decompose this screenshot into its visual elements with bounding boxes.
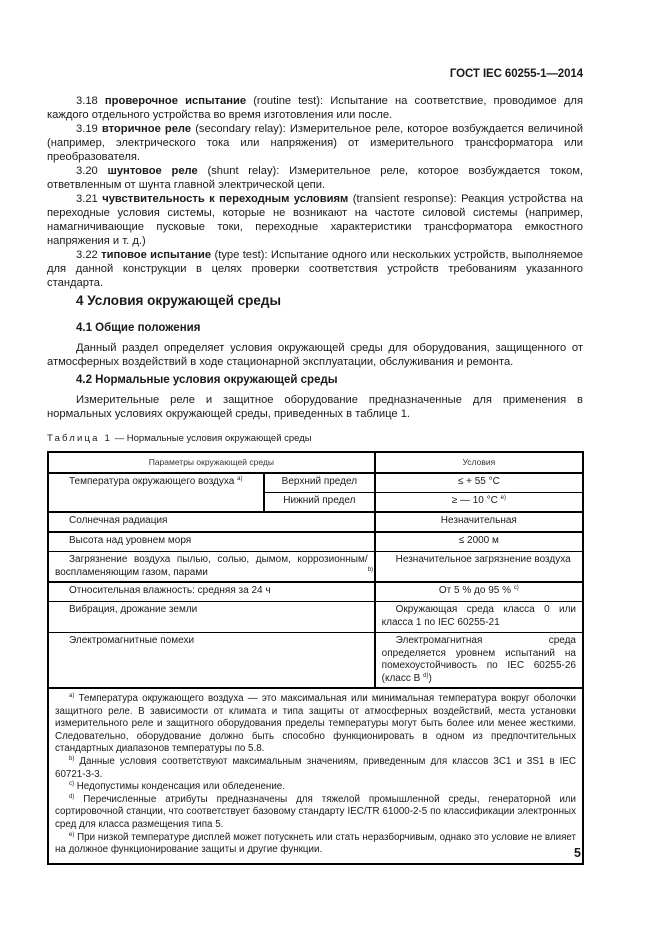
section-4-2-text: Измерительные реле и защитное оборудование предназначенные для применения в нормальных условиях окружающей среды, приведенных в таблице 1. [47,394,583,420]
definition-text: Испытание одного или нескольких устройств, выполняемое для данной конструкции в целях проверки соответствия устройств требованиям указанного стандарта. [47,249,584,289]
pollution-label: Загрязнение воздуха пылью, солью, дымом, коррозионным/воспламеняющим газом, парами [48,552,375,583]
vibration-value: Окружающая среда класса 0 или класса 1 по IEC 60255-21 [375,602,583,633]
temp-upper-value: ≤ + 55 °С [375,473,583,493]
temp-lower-value-cell [375,493,583,513]
table-row-emc [48,633,583,689]
footnote-text: Недопустимы конденсация или обледенение. [76,781,285,793]
definition-3-21 [47,192,583,248]
table-footnotes-row [48,688,583,864]
definition-3-19 [47,122,583,164]
footnote-ref: b) [367,566,373,573]
definition-term: шунтовое реле [107,165,198,177]
table-row-pollution [48,552,583,583]
footnote-mark: с) [69,781,74,788]
environment-conditions-table [47,451,584,865]
header-params: Параметры окружающей среды [48,452,375,473]
humidity-label: Относительная влажность: средняя за 24 ч [48,582,375,602]
definition-text: Реакция устройства на переходные условия системы, которые не возникают на частоте силовой системы (например, намагничивающие пусковые токи, переходные характеристики трансформатора емкостного напряжения и т. д.) [47,193,584,247]
temp-lower-value: ≥ — 10 °С [451,495,498,506]
humidity-value-cell [375,582,583,602]
definition-term: типовое испытание [101,249,212,261]
footnote-d [55,794,576,832]
section-4-1-body [47,341,583,369]
humidity-value: От 5 % до 95 % [438,585,511,596]
footnote-text: Температура окружающего воздуха — это максимальная или минимальная температура вокруг оболочки защитного реле. В зависимости от климата и типа защиты от атмосферных воздействий, места установки измерительного реле и защитного оборудования пределы температуры могут быть более или менее жесткими. Следовательно, оборудование должно быть способно функционировать в одном из предпочтительных стандартных диапазонов температуры по 5.8. [55,693,576,755]
section-4-1-title: 4.1 Общие положения [76,322,201,334]
emc-value-cell [375,633,583,689]
solar-value: Незначительная [375,512,583,532]
table-caption-text: — Нормальные условия окружающей среды [111,433,312,444]
footnote-a [55,693,576,756]
footnote-c [55,781,576,794]
definition-3-20 [47,164,583,192]
table-caption [47,433,312,444]
document-code: ГОСТ IEC 60255-1—2014 [449,68,583,80]
definition-3-22 [47,248,583,290]
definition-3-18 [47,94,583,122]
definition-number: 3.19 [76,123,98,135]
vibration-label: Вибрация, дрожание земли [48,602,375,633]
page-number: 5 [574,846,581,860]
section-4-2-title: 4.2 Нормальные условия окружающей среды [76,374,338,386]
footnote-mark: b) [69,755,75,762]
temp-label: Температура окружающего воздуха [69,476,235,487]
footnote-e [55,832,576,857]
definition-number: 3.22 [76,249,98,261]
definition-english: (routine test): [253,95,324,107]
table-row-altitude [48,532,583,552]
definition-text: Измерительное реле, которое возбуждается током, ответвленным от шунта главной электрической цепи. [47,165,584,191]
definitions-block [47,94,583,290]
definition-text: Испытание на соответствие, проводимое для каждого отдельного устройства во время изготовления или после. [47,95,583,121]
pollution-value: Незначительное загрязнение воздуха [395,554,571,565]
definition-number: 3.20 [76,165,98,177]
footnote-b [55,756,576,781]
table-row-vibration [48,602,583,633]
table-footnotes [48,688,583,864]
footnote-ref: с) [513,585,519,591]
table-caption-prefix: Таблица 1 [47,433,112,444]
footnote-mark: а) [69,693,75,699]
header-conditions: Условия [375,452,583,473]
footnote-mark: е) [69,831,75,838]
emc-value: Электромагнитная среда определяется уровнем испытаний на помехоустойчивость по IEC 60255-26 (класс В [381,635,576,684]
table-row-humidity [48,582,583,602]
section-4-2-body [47,393,583,421]
footnote-text: При низкой температуре дисплей может потускнеть или стать неразборчивым, однако это условие не влияет на должное функционирование защиты и другие функции. [55,831,576,856]
temp-upper-label: Верхний предел [264,473,375,493]
section-4-title: 4 Условия окружающей среды [76,293,282,308]
table-header-row [48,452,583,473]
section-4-1-text: Данный раздел определяет условия окружающей среды для оборудования, защищенного от атмосферных воздействий в ходе стационарной эксплуатации, обслуживания и ремонта. [47,342,583,368]
emc-close-paren: ) [428,672,432,684]
footnote-ref: е) [500,495,506,501]
footnote-ref: d) [423,672,429,679]
definition-english: (transient response): [352,193,457,205]
definition-english: (shunt relay): [207,165,280,177]
temp-lower-label: Нижний предел [264,493,375,513]
emc-label: Электромагнитные помехи [48,633,375,689]
table-row-solar [48,512,583,532]
definition-term: чувствительность к переходным условиям [102,193,349,205]
definition-english: (type test): [214,249,268,261]
table-row-temp-upper [48,473,583,493]
footnote-text: Перечисленные атрибуты предназначены для тяжелой промышленной среды, генераторной или сортировочной станции, что соответствует базовому стандарту IEC/TR 61000-2-5 по классификации электронных сред для класса размещения типа 5. [55,793,576,830]
footnote-text: Данные условия соответствуют максимальным значениям, приведенным для классов 3С1 и 3S1 в IEC 60721-3-3. [55,755,576,780]
definition-number: 3.21 [76,193,98,205]
solar-label: Солнечная радиация [48,512,375,532]
definition-text: Измерительное реле, которое возбуждается величиной (например, электрического тока или напряжения) от измерительного трансформатора или преобразователя. [47,123,584,163]
definition-number: 3.18 [76,95,98,107]
footnote-mark: d) [69,793,75,800]
definition-term: вторичное реле [101,123,192,135]
altitude-label: Высота над уровнем моря [48,532,375,552]
altitude-value: ≤ 2000 м [375,532,583,552]
definition-term: проверочное испытание [104,95,247,107]
definition-english: (secondary relay): [195,123,286,135]
temp-label-cell [48,473,264,512]
pollution-value-cell [367,552,583,583]
footnote-ref: а) [237,476,243,482]
